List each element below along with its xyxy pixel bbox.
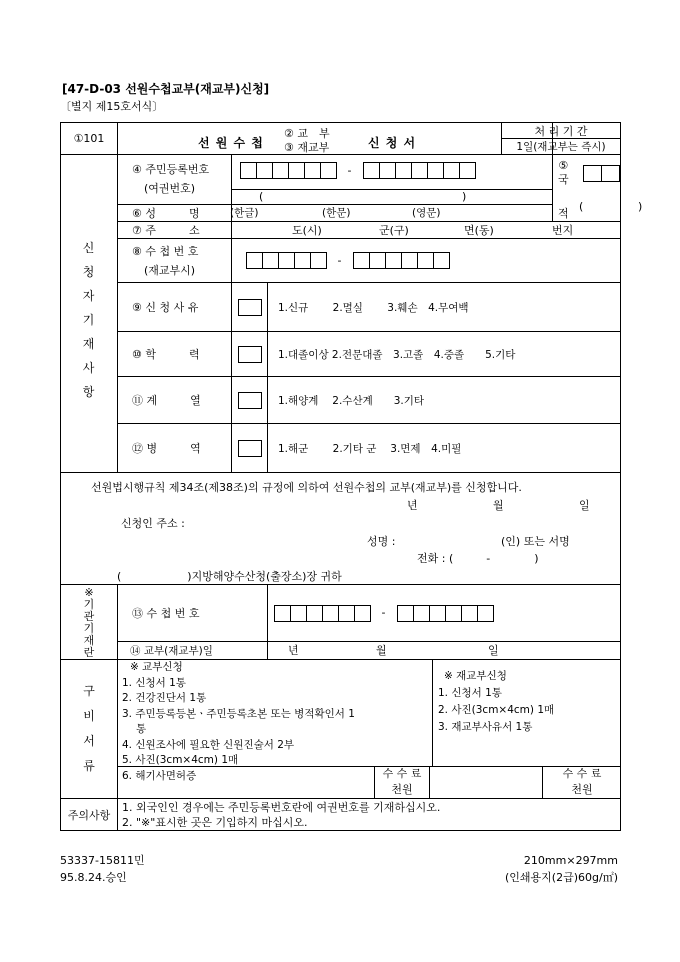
- processing-period: [516, 123, 621, 155]
- address-label: ⑦ 주 소: [132, 224, 200, 237]
- documents-section-label: [61, 660, 118, 799]
- form-title: [47-D-03 선원수첩교부(재교부)신청]: [62, 82, 270, 96]
- decl-month: 월: [493, 499, 504, 512]
- recipient: ( )지방해양수산청(출장소)장 귀하: [117, 570, 342, 583]
- issue-doc-4: 4. 신원조사에 필요한 신원진술서 2부: [122, 738, 295, 751]
- edu-options: 1.대졸이상 2.전문대졸 3.고졸 4.중졸 5.기타: [268, 332, 621, 377]
- period-value: 1일(재교부는 즉시): [501, 139, 620, 154]
- office-section-text: ※ 기관기재란: [83, 586, 95, 659]
- addr-gu: 군(구): [379, 224, 409, 237]
- edu-code-cell: [232, 332, 268, 377]
- military-code-box[interactable]: [238, 440, 262, 457]
- decl-year: 년: [407, 499, 418, 512]
- notes-label-cell: [61, 799, 118, 831]
- nationality-label: ⑤ 국: [558, 159, 569, 186]
- issue-fee: [374, 766, 430, 798]
- dept-code-box[interactable]: [238, 392, 262, 409]
- name-input-cell[interactable]: [232, 205, 553, 222]
- passport-line[interactable]: ( ): [232, 189, 552, 204]
- declaration-block: [61, 473, 621, 585]
- issue-fee-label: 수 수 료: [382, 767, 422, 780]
- documents-content: [118, 660, 621, 799]
- heading-right: 신 청 서: [368, 136, 417, 150]
- footer-left: [60, 852, 145, 886]
- book-no-label: ⑧ 수 첩 번 호: [132, 245, 199, 258]
- book-no-back-boxes[interactable]: [353, 252, 449, 269]
- rrn-label-cell: [118, 155, 232, 205]
- office-book-no-input: -: [268, 585, 621, 642]
- nationality-boxes[interactable]: [583, 165, 619, 182]
- name-korean: (한글): [230, 207, 259, 219]
- addr-myeon: 면(동): [464, 224, 494, 237]
- reason-code-cell: [232, 283, 268, 332]
- footer-right: [505, 852, 618, 886]
- reissue-docs: [438, 668, 554, 736]
- issue-doc-6: 6. 해기사면허증: [122, 769, 197, 782]
- seal-label: (인) 또는 서명: [501, 535, 570, 548]
- form-code: ①101: [61, 123, 118, 155]
- period-label: 처 리 기 간: [501, 123, 620, 139]
- issue-doc-5: 5. 사진(3cm×4cm) 1매: [122, 754, 239, 766]
- phone-label: 전화 : ( - ): [417, 552, 539, 565]
- reason-label: ⑨ 신 청 사 유: [132, 301, 199, 314]
- reason-label-cell: [118, 283, 232, 332]
- issue-docs-title: ※ 교부신청: [130, 661, 183, 673]
- approval-date: 95.8.24.승인: [60, 871, 127, 884]
- name-label-cell: [118, 205, 232, 222]
- address-input-cell[interactable]: [232, 222, 621, 239]
- issue-date-label: ⑭ 교부(재교부)일: [130, 645, 213, 658]
- addr-beonji: 번지: [552, 224, 574, 237]
- name-english: (영문): [412, 207, 441, 219]
- issue-doc-1: 1. 신청서 1통: [122, 676, 186, 689]
- military-label: ⑫ 병 역: [132, 442, 201, 455]
- edu-label: ⑩ 학 력: [132, 348, 200, 361]
- nationality-label-2: 적: [558, 207, 569, 220]
- issue-doc-3b: 통: [136, 723, 147, 735]
- rrn-sublabel: (여권번호): [144, 182, 196, 195]
- book-no-label-cell: [118, 239, 232, 283]
- applicant-address-label: 신청인 주소 :: [121, 517, 185, 530]
- reissue-docs-title: ※ 재교부신청: [444, 670, 507, 682]
- reissue-doc-3: 3. 재교부사유서 1통: [438, 721, 533, 733]
- applicant-vertical-label: 신청자기재사항: [82, 241, 95, 399]
- declaration-text: 선원법시행규칙 제34조(제38조)의 규정에 의하여 선원수첩의 교부(재교부)를 신청합니다.: [91, 481, 522, 494]
- application-form: [60, 122, 643, 831]
- office-section-label: [61, 585, 118, 660]
- applicant-name-label: 성명 :: [367, 535, 396, 548]
- issue-doc-2: 2. 건강진단서 1통: [122, 692, 207, 704]
- heading-reissue: ③ 재교부: [284, 141, 330, 154]
- issue-day: 일: [488, 644, 499, 658]
- dept-options: 1.해양계 2.수산계 3.기타: [268, 377, 621, 424]
- dept-label-cell: [118, 377, 232, 424]
- note-1: 1. 외국인인 경우에는 주민등록번호란에 여권번호를 기재하십시오.: [122, 800, 441, 814]
- rrn-back-boxes[interactable]: [363, 162, 475, 179]
- form-number: 53337-15811민: [60, 854, 145, 867]
- dept-label: ⑪ 계 열: [132, 394, 201, 407]
- notes-label: 주의사항: [67, 808, 111, 822]
- reissue-doc-2: 2. 사진(3cm×4cm) 1매: [438, 704, 555, 716]
- heading-left: 선 원 수 첩: [198, 136, 264, 150]
- addr-do: 도(시): [292, 224, 322, 237]
- issue-date-input[interactable]: [268, 642, 621, 660]
- rrn-label: ④ 주민등록번호: [132, 163, 210, 176]
- address-label-cell: [118, 222, 232, 239]
- nationality-cell: ⑤ 국 적 ( ): [553, 155, 621, 222]
- reissue-doc-1: 1. 신청서 1통: [438, 687, 502, 699]
- reason-code-box[interactable]: [238, 299, 262, 316]
- documents-section-text: 구비서류: [83, 684, 95, 773]
- military-label-cell: [118, 424, 232, 473]
- reason-options: 1.신규 2.멸실 3.훼손 4.무여백: [268, 283, 621, 332]
- book-no-front-boxes[interactable]: [246, 252, 326, 269]
- issue-fee-unit: 천원: [391, 783, 413, 796]
- decl-day: 일: [579, 499, 590, 512]
- form-subtitle: 〔별지 제15호서식〕: [60, 100, 164, 113]
- book-no-sublabel: (재교부시): [144, 264, 196, 277]
- notes-content: [118, 799, 621, 831]
- issue-month: 월: [376, 644, 387, 658]
- edu-code-box[interactable]: [238, 346, 262, 363]
- heading-issue: ② 교 부: [284, 127, 330, 140]
- military-code-cell: [232, 424, 268, 473]
- issue-year: 년: [288, 644, 299, 658]
- name-label: ⑥ 성 명: [132, 207, 200, 220]
- reissue-fee: [542, 766, 621, 798]
- paper-type: (인쇄용지(2급)60g/㎡): [505, 871, 618, 884]
- dept-code-cell: [232, 377, 268, 424]
- reissue-fee-unit: 천원: [571, 783, 593, 796]
- issue-date-label-cell: [118, 642, 268, 660]
- edu-label-cell: [118, 332, 232, 377]
- office-book-no-label: ⑬ 수 첩 번 호: [132, 607, 200, 621]
- name-hanja: (한문): [322, 207, 351, 219]
- rrn-input-cell: - ( ): [232, 155, 553, 205]
- issue-doc-3: 3. 주민등록등본ㆍ주민등록초본 또는 병적확인서 1: [122, 707, 355, 720]
- rrn-front-boxes[interactable]: [240, 162, 336, 179]
- form-heading: [118, 123, 553, 155]
- office-book-no-back[interactable]: [397, 605, 493, 622]
- office-book-no-label-cell: [118, 585, 268, 642]
- book-no-input-cell: -: [232, 239, 621, 283]
- reissue-fee-label: 수 수 료: [562, 767, 602, 780]
- military-options: 1.해군 2.기타 군 3.면제 4.미필: [268, 424, 621, 473]
- note-2: 2. "※"표시한 곳은 기입하지 마십시오.: [122, 815, 308, 829]
- paper-size: 210mm×297mm: [523, 854, 618, 867]
- office-book-no-front[interactable]: [274, 605, 370, 622]
